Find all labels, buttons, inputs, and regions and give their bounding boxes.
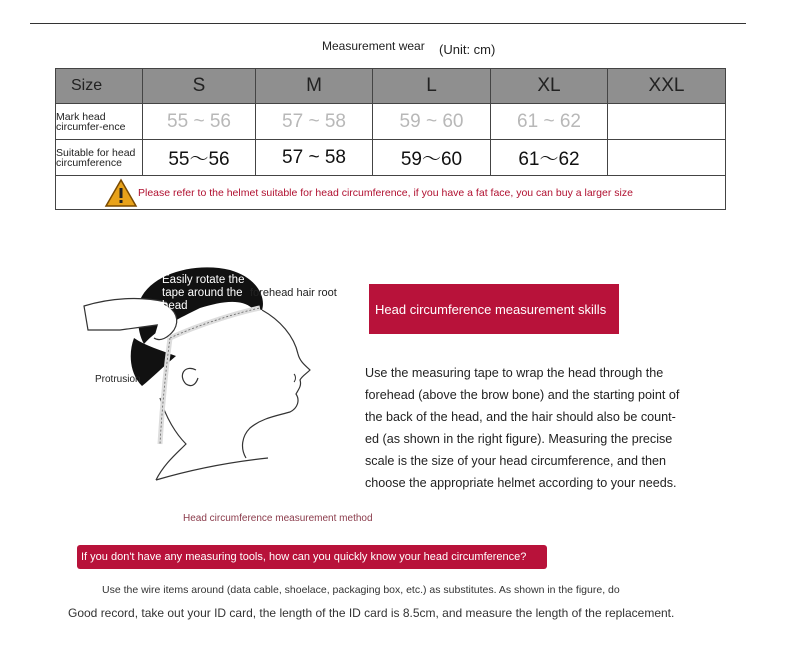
size-header-row	[56, 69, 726, 104]
top-divider	[30, 23, 746, 24]
note-row	[56, 176, 726, 210]
mark-row	[56, 104, 726, 140]
page-title: Measurement wear	[322, 39, 425, 53]
suitable-value-xl: 61～62	[491, 140, 608, 176]
suitable-value-l: 59～60	[373, 140, 491, 176]
size-xl: XL	[491, 69, 608, 104]
size-l: L	[373, 69, 491, 104]
size-s: S	[143, 69, 256, 104]
question-banner	[77, 545, 547, 569]
forehead-hair-root-note: forehead hair root	[250, 287, 337, 299]
illustration-caption: Head circumference measurement method	[183, 513, 373, 524]
skills-line: scale is the size of your head circumference, and then	[365, 454, 667, 468]
skills-line: forehead (above the brow bone) and the starting point of	[365, 388, 680, 402]
skills-line: ed (as shown in the right figure). Measuring the precise	[365, 432, 673, 446]
mark-row-label: Mark head circumfer-ence	[56, 104, 143, 140]
skills-heading: Head circumference measurement skills	[375, 301, 607, 317]
question-text: If you don't have any measuring tools, how can you quickly know your head circumference?	[81, 551, 527, 563]
size-xxl: XXL	[608, 69, 726, 104]
mark-value-m: 57 ~ 58	[256, 104, 373, 140]
mark-value-s: 55 ~ 56	[143, 104, 256, 140]
skills-paragraph	[365, 362, 695, 494]
warning-icon	[104, 178, 138, 208]
skills-heading-banner	[369, 284, 619, 334]
suitable-value-xxl	[608, 140, 726, 176]
skills-line: Use the measuring tape to wrap the head through the	[365, 366, 664, 380]
mark-value-xl: 61 ~ 62	[491, 104, 608, 140]
suitable-row-label: Suitable for head circumference	[56, 140, 143, 176]
unit-label: (Unit: cm)	[439, 42, 496, 57]
skills-line: the back of the head, and the hair should also be count-	[365, 410, 676, 424]
mark-value-l: 59 ~ 60	[373, 104, 491, 140]
suitable-value-m: 57 ~ 58	[256, 140, 373, 176]
size-note: Please refer to the helmet suitable for head circumference, if you have a fat face, you can buy a larger size	[138, 186, 633, 199]
rotate-tape-note: Easily rotate the tape around the head	[162, 274, 245, 312]
tip-line-1: Use the wire items around (data cable, shoelace, packaging box, etc.) as substitutes. As shown in the figure, do	[102, 584, 620, 596]
size-m: M	[256, 69, 373, 104]
size-table	[55, 68, 726, 210]
suitable-value-s: 55～56	[143, 140, 256, 176]
size-header-label: Size	[56, 69, 143, 104]
protrusion-note: Protrusion	[95, 374, 141, 385]
tip-line-2: Good record, take out your ID card, the length of the ID card is 8.5cm, and measure the length of the replacement.	[68, 606, 675, 620]
mark-value-xxl	[608, 104, 726, 140]
skills-line: choose the appropriate helmet according to your needs.	[365, 476, 677, 490]
suitable-row	[56, 140, 726, 176]
